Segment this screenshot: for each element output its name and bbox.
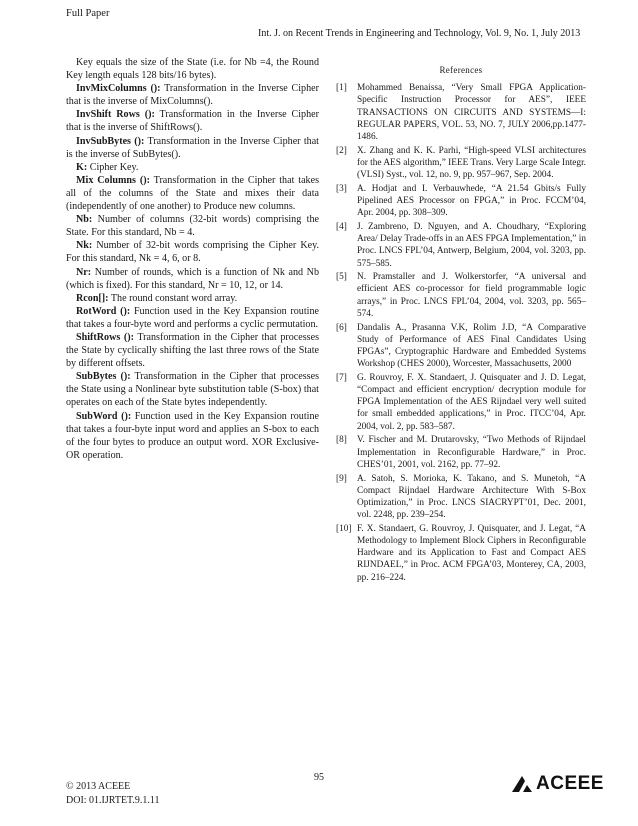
reference-item: [9] A. Satoh, S. Morioka, K. Takano, and S. Munetoh, “A Compact Rijndael Hardware Architecture With S-Box Optimization,” in Proc. LNCS SIACRYPT’01, Dec. 2001, vol. 2248, pp. 239–254. bbox=[336, 473, 586, 521]
definition-paragraph: InvShift Rows (): Transformation in the Inverse Cipher that is the inverse of ShiftRows(). bbox=[66, 109, 319, 134]
reference-item: [2] X. Zhang and K. K. Parhi, “High-speed VLSI architectures for the AES algorithm,” IEEE Trans. Very Large Scale Integr. (VLSI) Syst., vol. 12, no. 9, pp. 957–967, Sep. 2004. bbox=[336, 145, 586, 181]
definition-paragraph: Nk: Number of 32-bit words comprising the Cipher Key. For this standard, Nk = 4, 6, or 8. bbox=[66, 240, 319, 265]
page-number: 95 bbox=[314, 772, 324, 783]
definition-paragraph: Mix Columns (): Transformation in the Cipher that takes all of the columns of the State and mixes their data (independently of one another) to Produce new columns. bbox=[66, 174, 320, 213]
definition-paragraph: SubWord (): Function used in the Key Expansion routine that takes a four-byte input word and applies an S-box to each of the four bytes to produce an output word. XOR Exclusive-OR operation. bbox=[66, 410, 319, 461]
reference-item: [6] Dandalis A., Prasanna V.K, Rolim J.D, “A Comparative Study of Performance of AES Final Candidates Using FPGAs”, Cryptographic Hardware and Embedded Systems Workshop (CHES 2000), Worcester, Massachusetts, 2000 bbox=[336, 322, 586, 370]
definition-paragraph: Rcon[]: The round constant word array. bbox=[76, 292, 238, 304]
definition-paragraph: Nr: Number of rounds, which is a function of Nk and Nb (which is fixed). For this standard, Nr = 10, 12, or 14. bbox=[66, 266, 319, 291]
definition-paragraph: K: Cipher Key. bbox=[76, 161, 139, 173]
logo-text: ACEEE bbox=[536, 773, 604, 794]
journal-header: Int. J. on Recent Trends in Engineering and Technology, Vol. 9, No. 1, July 2013 bbox=[258, 28, 581, 39]
copyright: © 2013 ACEEE bbox=[66, 781, 131, 792]
definition-paragraph: Key equals the size of the State (i.e. for Nb =4, the Round Key length equals 128 bits/16 bytes). bbox=[66, 57, 319, 82]
references-heading: References bbox=[439, 65, 483, 75]
references-column bbox=[336, 64, 586, 585]
definition-paragraph: RotWord (): Function used in the Key Expansion routine that takes a four-byte word and performs a cyclic permutation. bbox=[66, 305, 319, 330]
definition-paragraph: InvMixColumns (): Transformation in the Inverse Cipher that is the inverse of MixColumns(). bbox=[66, 83, 319, 108]
doi: DOI: 01.IJRTET.9.1.11 bbox=[66, 795, 160, 806]
reference-item: [3] A. Hodjat and I. Verbauwhede, “A 21.54 Gbits/s Fully Pipelined AES Processor on FPGA,” in Proc. FCCM’04, Apr. 2004, pp. 308–309. bbox=[336, 183, 586, 219]
publisher-logo bbox=[510, 773, 604, 795]
reference-item: [7] G. Rouvroy, F. X. Standaert, J. Quisquater and J. D. Legat, “Compact and efficient encryption/ decryption module for FPGA Implementation of the AES Rijndael very well suited for small embedded applications,” in Proc. ITCC’04, Apr. 2004, vol. 2, pp. 583–587. bbox=[336, 372, 586, 432]
reference-item: [10] F. X. Standaert, G. Rouvroy, J. Quisquater, and J. Legat, “A Methodology to Implement Block Ciphers in Reconfigurable Hardware and its Application to Fast and Compact AES RIJNDAEL,” in Proc. ACM FPGA’03, Monterey, CA, 2003, pp. 216–224. bbox=[336, 523, 586, 583]
definition-paragraph: Nb: Number of columns (32-bit words) comprising the State. For this standard, Nb = 4. bbox=[66, 214, 319, 239]
aceee-logo-icon bbox=[510, 774, 534, 794]
definitions-column bbox=[66, 56, 319, 462]
reference-item: [8] V. Fischer and M. Drutarovsky, “Two Methods of Rijndael Implementation in Reconfigurable Hardware,” in Proc. CHES’01, 2001, vol. 2162, pp. 77–92. bbox=[336, 435, 586, 470]
definition-paragraph: SubBytes (): Transformation in the Cipher that processes the State using a Nonlinear byte substitution table (S-box) that operates on each of the State bytes independently. bbox=[66, 371, 320, 409]
reference-item: [4] J. Zambreno, D. Nguyen, and A. Choudhary, “Exploring Area/ Delay Trade-offs in an AES FPGA Implementation,” in Proc. LNCS FPL’04, Antwerp, Belgium, 2004, vol. 3203, pp. 575–585. bbox=[336, 221, 586, 269]
footer-info bbox=[66, 780, 160, 808]
reference-item: [5] N. Pramstaller and J. Wolkerstorfer, “A universal and efficient AES co-processor for field programmable logic arrays,” in Proc. LNCS FPL’04, 2004, vol. 3203, pp. 565–574. bbox=[336, 272, 586, 319]
reference-item: [1] Mohammed Benaissa, “Very Small FPGA Application-Specific Instruction Processor for AES”, IEEE TRANSACTIONS ON CIRCUITS AND SYSTEMS—I: REGULAR PAPERS, VOL. 53, NO. 7, JULY 2006,pp.1477-1486. bbox=[336, 83, 586, 143]
header-label: Full Paper bbox=[66, 8, 110, 19]
definition-paragraph: InvSubBytes (): Transformation in the Inverse Cipher that is the inverse of SubBytes(). bbox=[66, 135, 319, 160]
definition-paragraph: ShiftRows (): Transformation in the Cipher that processes the State by cyclically shifting the last three rows of the State by different offsets. bbox=[66, 331, 319, 370]
